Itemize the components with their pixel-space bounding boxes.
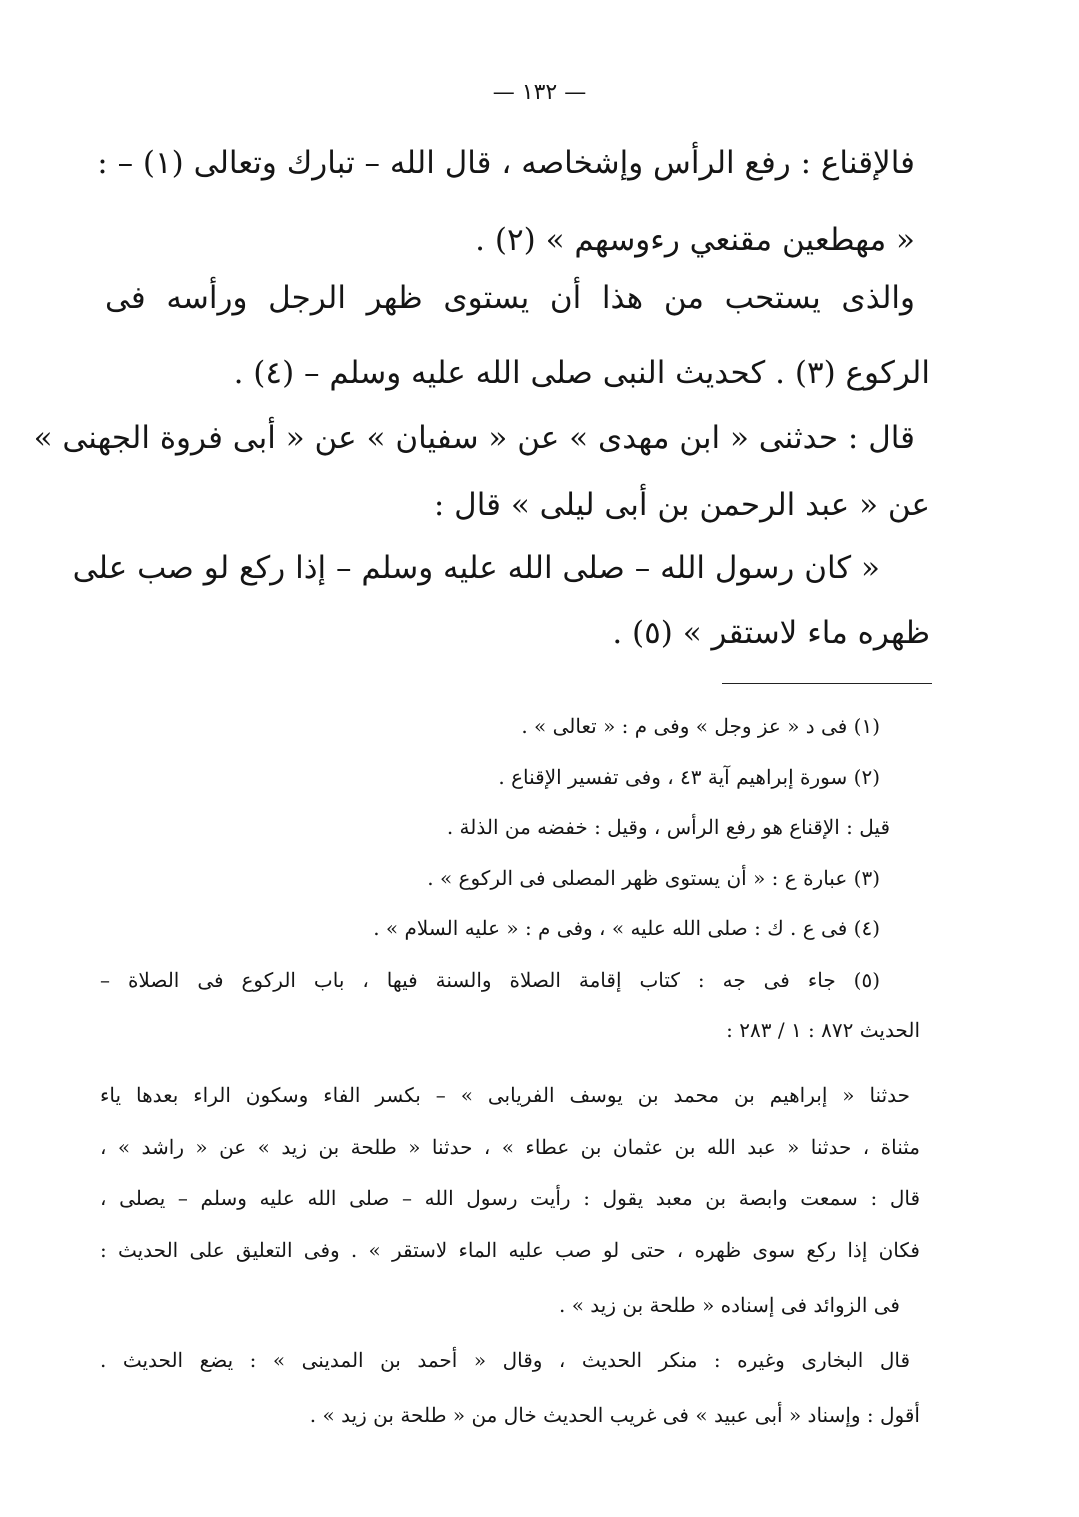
main-text-line-8: ظهره ماء لاستقر » (٥) . xyxy=(612,615,930,651)
footnote-2: (٢) سورة إبراهيم آية ٤٣ ، وفى تفسير الإقناع . xyxy=(498,765,880,789)
footnote-separator xyxy=(722,683,932,684)
footnote-5-line-8: قال البخارى وغيره : منكر الحديث ، وقال « أحمد بن المدينى » : يضع الحديث . xyxy=(100,1348,910,1372)
footnote-5-hadith-ref: الحديث ٨٧٢ : ١ / ٢٨٣ : xyxy=(726,1018,920,1042)
main-text-line-4: الركوع (٣) . كحديث النبى صلى الله عليه وسلم – (٤) . xyxy=(233,355,930,391)
main-text-line-6: عن « عبد الرحمن بن أبى ليلى » قال : xyxy=(433,487,930,523)
main-text-line-7: « كان رسول الله – صلى الله عليه وسلم – إذا ركع لو صب على xyxy=(72,550,880,586)
footnote-3: (٣) عبارة ع : « أن يستوى ظهر المصلى فى الركوع » . xyxy=(427,866,880,890)
footnote-5-line-5: قال : سمعت وابصة بن معبد يقول : رأيت رسول الله – صلى الله عليه وسلم – يصلى ، xyxy=(100,1186,920,1210)
footnote-5-line-4: مثناة ، حدثنا « عبد الله بن عثمان بن عطاء » ، حدثنا « طلحة بن زيد » عن « راشد » ، xyxy=(100,1135,920,1159)
main-text-line-3: والذى يستحب من هذا أن يستوى ظهر الرجل ورأسه فى xyxy=(105,280,915,316)
footnote-5-line-3: حدثنا « إبراهيم بن محمد بن يوسف الفريابى » – بكسر الفاء وسكون الراء بعدها ياء xyxy=(100,1083,910,1107)
footnote-4: (٤) فى ع . ك : صلى الله عليه » ، وفى م : « عليه السلام » . xyxy=(373,916,880,940)
footnote-5: (٥) جاء فى جه : كتاب إقامة الصلاة والسنة فيها ، باب الركوع فى الصلاة – xyxy=(100,968,880,992)
page-number: — ١٣٢ — xyxy=(492,80,587,105)
main-text-line-2: « مهطعين مقنعي رءوسهم » (٢) . xyxy=(475,222,915,258)
footnote-5-line-7: فى الزوائد فى إسناده « طلحة بن زيد » . xyxy=(559,1293,900,1317)
footnote-5-line-6: فكان إذا ركع سوى ظهره ، حتى لو صب عليه الماء لاستقر » . وفى التعليق على الحديث : xyxy=(100,1238,920,1262)
main-text-line-5: قال : حدثنى « ابن مهدى » عن « سفيان » عن « أبى فروة الجهنى » xyxy=(33,420,915,456)
main-text-line-1: فالإقناع : رفع الرأس وإشخاصه ، قال الله – تبارك وتعالى (١) – : xyxy=(97,145,915,181)
footnote-5-line-9: أقول : وإسناد « أبى عبيد » فى غريب الحديث خال من « طلحة بن زيد » . xyxy=(309,1403,920,1427)
footnote-2-continued: قيل : الإقناع هو رفع الرأس ، وقيل : خفضه من الذلة . xyxy=(446,815,890,839)
footnote-1: (١) فى د « عز وجل » وفى م : « تعالى » . xyxy=(521,714,880,738)
